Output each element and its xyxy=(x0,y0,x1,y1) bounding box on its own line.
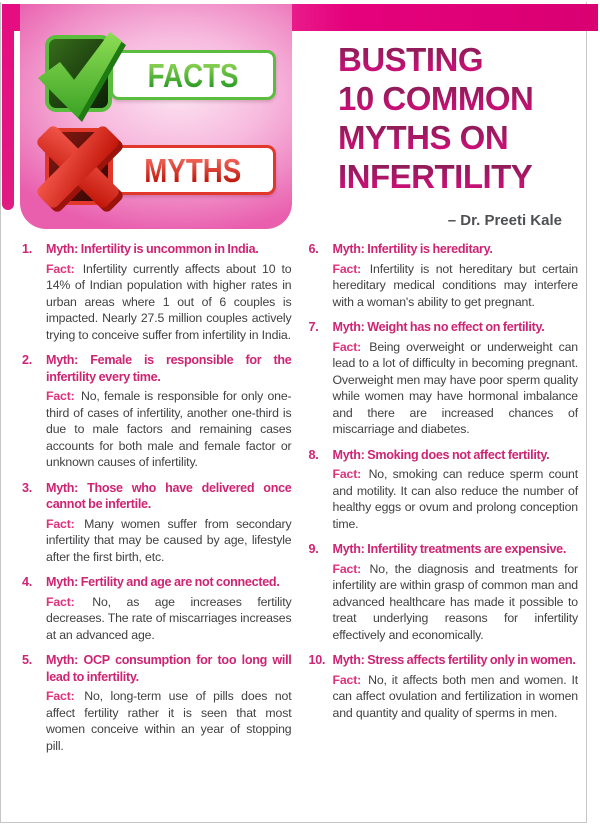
myth-heading xyxy=(333,541,579,558)
cross-icon xyxy=(32,119,122,219)
myths-label: MYTHS xyxy=(144,151,242,189)
myth-label: Myth: xyxy=(332,447,365,462)
myth-item xyxy=(22,574,292,643)
fact-label: Fact: xyxy=(332,672,367,687)
fact-paragraph xyxy=(333,261,579,311)
item-number: 4. xyxy=(22,575,32,589)
left-accent-strip xyxy=(2,4,14,210)
fact-paragraph xyxy=(46,261,292,344)
myth-label: Myth: xyxy=(332,653,365,667)
fact-paragraph xyxy=(333,339,579,438)
myth-text: Infertility is hereditary. xyxy=(367,242,493,256)
myth-item xyxy=(22,480,292,566)
myth-heading xyxy=(46,241,292,258)
myth-text: Weight has no effect on fertility. xyxy=(367,320,545,334)
myth-heading xyxy=(333,319,579,336)
myth-label: Myth: xyxy=(46,242,79,256)
fact-text: No, long-term use of pills does not affect fertility rather it is seen that most women conceive within an year of stopping pill. xyxy=(46,689,292,753)
fact-paragraph xyxy=(333,466,579,532)
myth-text: Infertility is uncommon in India. xyxy=(80,242,259,256)
myth-heading xyxy=(333,447,579,464)
myth-label: Myth: xyxy=(332,542,365,556)
myth-heading xyxy=(46,574,292,591)
fact-label: Fact: xyxy=(332,467,367,481)
myth-heading xyxy=(333,241,579,258)
item-number: 2. xyxy=(22,353,32,367)
fact-text: Infertility currently affects about 10 to 14% of Indian population with higher rates in urban areas where 1 out of 6 couples is impacted. Nearly 27.5 million couples actively trying to conceive suffer from infertility in India. xyxy=(46,261,292,342)
myth-item xyxy=(309,541,579,643)
myth-item xyxy=(309,241,579,310)
fact-paragraph xyxy=(333,672,579,722)
myth-label: Myth: xyxy=(46,353,79,367)
myth-text: Female is responsible for the infertility every time. xyxy=(46,353,292,384)
fact-label: Fact: xyxy=(46,516,83,531)
myth-text: Fertility and age are not connected. xyxy=(80,575,280,589)
item-number: 9. xyxy=(308,542,319,556)
myths-badge-box xyxy=(110,145,276,195)
checkmark-icon xyxy=(32,26,122,126)
page-title xyxy=(338,40,533,196)
item-number: 8. xyxy=(308,447,319,462)
fact-text: No, it affects both men and women. It can affect ovulation and fertilization in women and quantity and quality of sperms in men. xyxy=(332,672,578,720)
myth-text: Stress affects fertility only in women. xyxy=(367,653,576,667)
myth-text: Infertility treatments are expensive. xyxy=(367,542,567,556)
myth-text: Smoking does not affect fertility. xyxy=(367,447,550,462)
item-number: 5. xyxy=(22,653,32,667)
myth-item xyxy=(22,352,292,471)
facts-label: FACTS xyxy=(147,56,239,94)
myth-text: Those who have delivered once cannot be infertile. xyxy=(46,480,292,511)
fact-label: Fact: xyxy=(46,389,79,403)
item-number: 10. xyxy=(308,653,326,667)
fact-text: Infertility is not hereditary but certain hereditary medical conditions may interfere with a woman's ability to get pregnant. xyxy=(332,261,578,309)
fact-text: Being overweight or underweight can lead to a lot of difficulty in becoming pregnant. Overweight men may have poor sperm quality while women may have hormonal imbalance and there are increased chances of miscarriage and diabetes. xyxy=(332,339,578,436)
myth-label: Myth: xyxy=(46,480,79,495)
fact-paragraph xyxy=(46,388,292,471)
title-line: MYTHS ON xyxy=(338,118,533,157)
fact-paragraph xyxy=(46,594,292,644)
fact-text: No, as age increases fertility decreases. The rate of miscarriages increases at an advanced age. xyxy=(46,594,292,642)
fact-label: Fact: xyxy=(332,261,368,276)
myth-item xyxy=(309,319,579,438)
myth-label: Myth: xyxy=(46,575,79,589)
fact-paragraph xyxy=(333,561,579,644)
myth-item xyxy=(22,241,292,343)
myth-item xyxy=(309,652,579,721)
myth-text: OCP consumption for too long will lead to infertility. xyxy=(46,653,292,684)
item-number: 3. xyxy=(22,480,32,495)
content-columns xyxy=(22,241,578,763)
title-line: 10 COMMON xyxy=(338,80,534,117)
myth-label: Myth: xyxy=(332,320,365,334)
fact-paragraph xyxy=(46,688,292,754)
myth-label: Myth: xyxy=(46,653,79,667)
facts-badge-box xyxy=(110,50,276,100)
myth-label: Myth: xyxy=(332,242,365,256)
myth-heading xyxy=(333,652,579,669)
item-number: 6. xyxy=(308,242,319,256)
column-left xyxy=(22,241,292,763)
title-line: BUSTING xyxy=(338,40,533,79)
title-line: INFERTILITY xyxy=(338,158,533,195)
fact-text: No, smoking can reduce sperm count and motility. It can also reduce the number of healthy eggs or ovum and prolong conception time. xyxy=(332,467,578,531)
fact-text: No, the diagnosis and treatments for infertility are within grasp of common man and advanced healthcare has made it possible to treat underlying reasons for infertility effectively and economically. xyxy=(332,561,578,642)
fact-paragraph xyxy=(46,516,292,566)
fact-text: No, female is responsible for only one-third of cases of infertility, another one-third is due to male factors and remaining cases accounts for both male and female factor or unknown causes of infertility. xyxy=(46,389,292,469)
fact-label: Fact: xyxy=(46,261,81,276)
fact-label: Fact: xyxy=(46,594,91,609)
fact-label: Fact: xyxy=(332,339,368,354)
fact-text: Many women suffer from secondary infertility that may be caused by age, lifestyle after the first birth, etc. xyxy=(46,516,292,564)
myth-item xyxy=(309,447,579,533)
item-number: 1. xyxy=(22,242,32,256)
fact-label: Fact: xyxy=(332,561,368,576)
item-number: 7. xyxy=(308,320,319,334)
myth-heading xyxy=(46,352,292,385)
byline: – Dr. Preeti Kale xyxy=(447,212,562,229)
myth-heading xyxy=(46,480,292,513)
header-panel xyxy=(20,4,292,229)
column-right xyxy=(309,241,579,763)
myth-heading xyxy=(46,652,292,685)
myth-item xyxy=(22,652,292,754)
fact-label: Fact: xyxy=(46,689,83,703)
